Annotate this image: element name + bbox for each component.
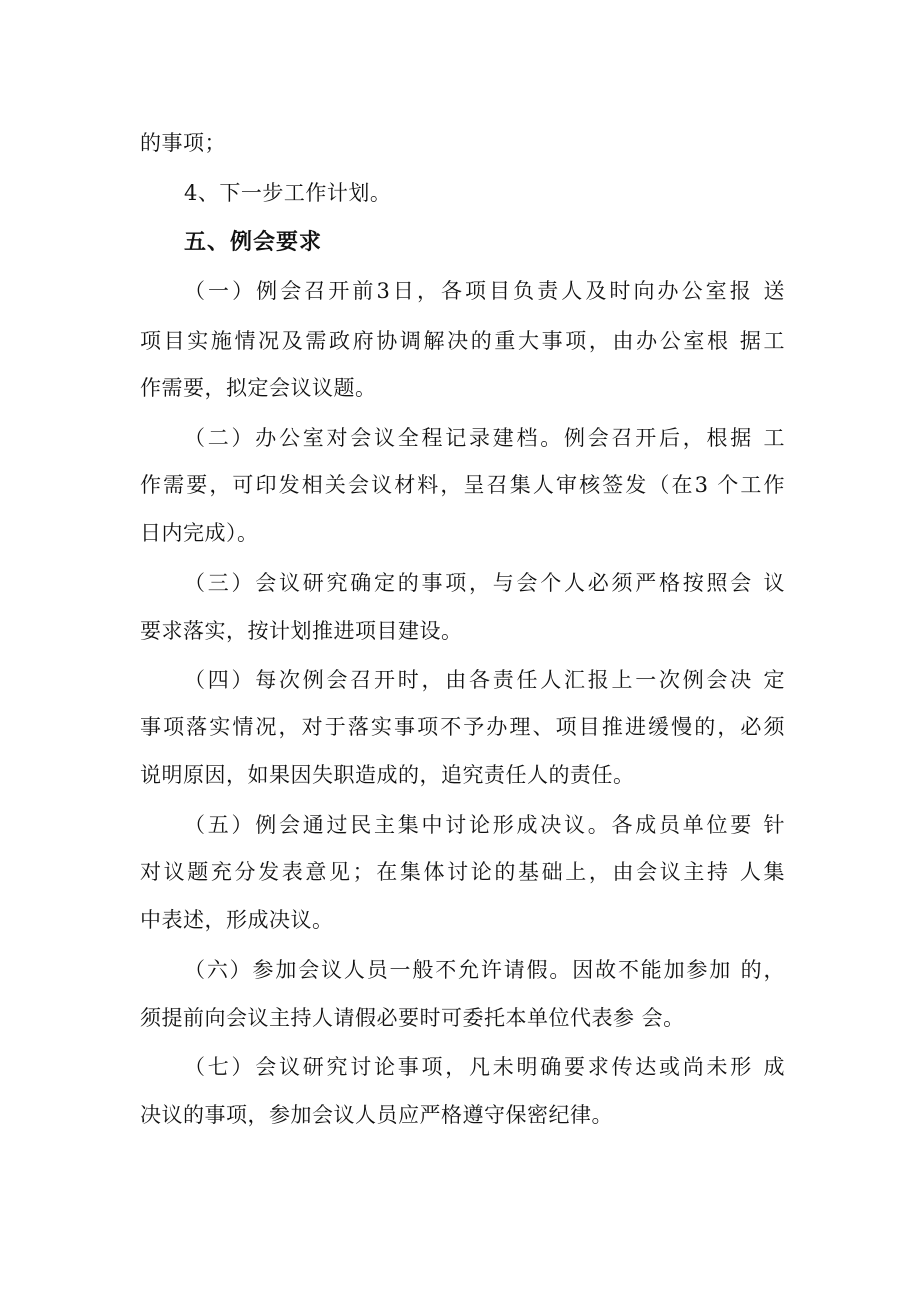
text-line-17: （六）参加会议人员一般不允许请假。因故不能加参加 的， bbox=[184, 958, 785, 982]
text-line-2: 4、下一步工作计划。 bbox=[184, 181, 392, 205]
text-line-13: 说明原因，如果因失职造成的，追究责任人的责任。 bbox=[140, 763, 635, 787]
text-line-1: 的事项； bbox=[140, 131, 226, 155]
text-line-16: 中表述，形成决议。 bbox=[140, 908, 334, 932]
text-line-12: 事项落实情况，对于落实事项不予办理、项目推进缓慢的，必须 bbox=[140, 715, 785, 739]
text-line-20: 决议的事项，参加会议人员应严格遵守保密纪律。 bbox=[140, 1103, 613, 1127]
text-line-11: （四）每次例会召开时，由各责任人汇报上一次例会决 定 bbox=[184, 668, 785, 692]
text-line-7: 作需要，可印发相关会议材料，呈召集人审核签发（在3 个工作 bbox=[140, 473, 785, 497]
text-line-14: （五）例会通过民主集中讨论形成决议。各成员单位要 针 bbox=[184, 813, 785, 837]
text-line-3: （一）例会召开前3日，各项目负责人及时向办公室报 送 bbox=[184, 279, 785, 303]
text-line-10: 要求落实，按计划推进项目建设。 bbox=[140, 619, 463, 643]
text-line-6: （二）办公室对会议全程记录建档。例会召开后，根据 工 bbox=[184, 426, 785, 450]
text-line-15: 对议题充分发表意见；在集体讨论的基础上，由会议主持 人集 bbox=[140, 860, 785, 884]
section-heading: 五、例会要求 bbox=[184, 230, 323, 255]
text-line-9: （三）会议研究确定的事项，与会个人必须严格按照会 议 bbox=[184, 571, 785, 595]
text-line-19: （七）会议研究讨论事项，凡未明确要求传达或尚未形 成 bbox=[184, 1055, 785, 1079]
text-line-8: 日内完成）。 bbox=[140, 521, 259, 545]
text-line-5: 作需要，拟定会议议题。 bbox=[140, 376, 377, 400]
text-line-18: 须提前向会议主持人请假必要时可委托本单位代表参 会。 bbox=[140, 1006, 685, 1030]
text-line-4: 项目实施情况及需政府协调解决的重大事项，由办公室根 据工 bbox=[140, 329, 785, 353]
